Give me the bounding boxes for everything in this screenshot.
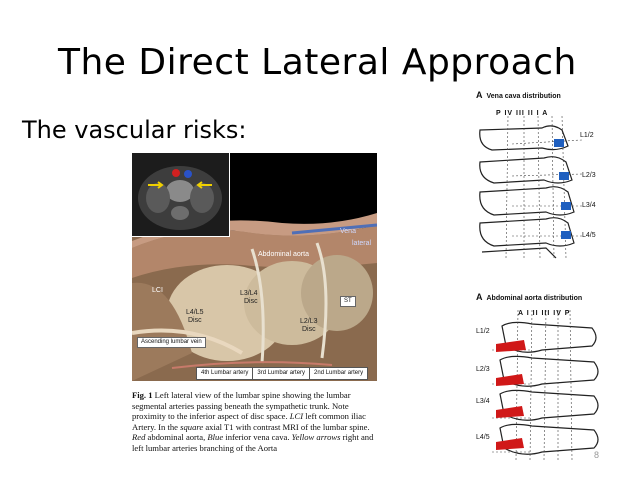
panel-b-letter: A xyxy=(476,292,483,302)
vena-cava-title: Vena cava distribution xyxy=(486,93,561,100)
vena-level-l34: L3/4 xyxy=(582,202,596,209)
label-lci: LCI xyxy=(152,287,163,294)
artery-label-3rd: 3rd Lumbar artery xyxy=(253,368,310,379)
caption-square: square xyxy=(180,421,204,432)
label-l2l3: L2/L3 xyxy=(300,318,318,325)
caption-lci: LCI xyxy=(289,411,304,422)
slide-subtitle: The vascular risks: xyxy=(22,116,247,144)
aorta-title: Abdominal aorta distribution xyxy=(486,295,583,302)
distribution-panel xyxy=(472,88,605,473)
figure-caption xyxy=(132,390,382,454)
mri-inset xyxy=(132,153,230,237)
caption-red: Red xyxy=(132,432,146,443)
caption-part: inferior vena cava. xyxy=(223,432,292,443)
aorta-level-l34: L3/4 xyxy=(476,398,490,405)
label-vena: Vena xyxy=(340,228,356,235)
aorta-level-l45: L4/5 xyxy=(476,434,490,441)
aorta-columns: A I II III IV P xyxy=(518,310,571,317)
vena-level-l12: L1/2 xyxy=(580,132,594,139)
page-number: 8 xyxy=(594,450,600,460)
caption-blue: Blue xyxy=(207,432,224,443)
label-l2l3-disc: Disc xyxy=(302,326,316,333)
aorta-level-l12: L1/2 xyxy=(476,328,490,335)
caption-part: left common iliac Artery. In the xyxy=(132,411,366,432)
caption-part: abdominal aorta, xyxy=(145,432,208,443)
label-st: ST xyxy=(340,296,356,307)
label-abdominal-aorta: Abdominal aorta xyxy=(258,251,309,258)
aorta-level-l23: L2/3 xyxy=(476,366,490,373)
label-l3l4: L3/L4 xyxy=(240,290,258,297)
caption-fig-label: Fig. 1 xyxy=(132,390,153,400)
vena-level-l45: L4/5 xyxy=(582,232,596,239)
label-l3l4-disc: Disc xyxy=(244,298,258,305)
mri-illustration xyxy=(132,153,229,236)
slide-title: The Direct Lateral Approach xyxy=(58,42,577,83)
vertebrae-diagrams xyxy=(472,88,605,473)
caption-part: axial T1 with contrast MRI of the lumbar spine. xyxy=(203,421,370,432)
aorta-heading xyxy=(476,292,582,302)
label-lateral: lateral xyxy=(352,240,372,247)
label-l4l5-disc: Disc xyxy=(188,317,202,324)
artery-label-4th: 4th Lumbar artery xyxy=(197,368,253,379)
artery-label-2nd: 2nd Lumbar artery xyxy=(314,370,364,376)
label-l4l5: L4/L5 xyxy=(186,309,204,316)
panel-a-letter: A xyxy=(476,90,483,100)
vena-cava-heading xyxy=(476,90,561,100)
vena-cava-columns: P IV III II I A xyxy=(496,110,549,117)
vena-level-l23: L2/3 xyxy=(582,172,596,179)
caption-part: Left lateral view of the lumbar spine showing the lumbar segmental arteries passing beneath the sympathetic trunk. Note proximity to the inferior aspect of disc space. xyxy=(132,390,351,422)
label-ascending-lumbar-vein: Ascending lumbar vein xyxy=(137,337,206,348)
caption-part: right and left lumbar arteries branching of the Aorta xyxy=(132,432,374,453)
caption-yellow: Yellow arrows xyxy=(291,432,341,443)
lumbar-artery-bar xyxy=(196,367,368,380)
